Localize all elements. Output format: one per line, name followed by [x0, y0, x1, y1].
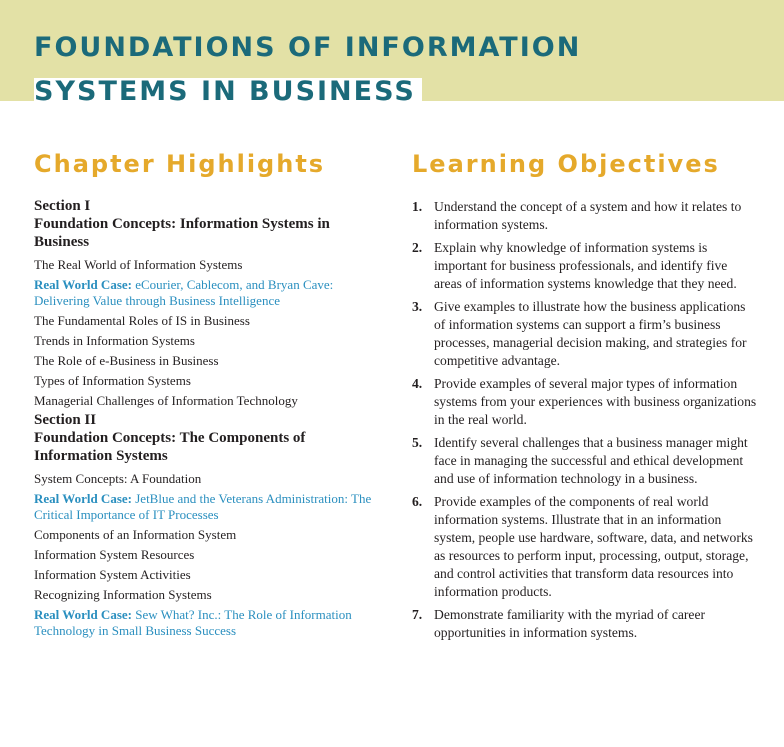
- highlight-item: The Role of e-Business in Business: [34, 353, 219, 368]
- objective-number: 2.: [412, 240, 423, 255]
- objective-text: Provide examples of the components of real world information systems. Illustrate that in an information system, people use hardware, software, data, and networks as resources to perform input, processing, output, storage, and control activities that transform data resources into information products.: [434, 494, 753, 599]
- real-world-case-text: Sew What? Inc.: The Role of Information Technology in Small Business Success: [34, 607, 352, 638]
- objective-number: 1.: [412, 199, 423, 214]
- real-world-case-text: JetBlue and the Veterans Administration: The Critical Importance of IT Processes: [34, 491, 372, 522]
- highlight-item: Components of an Information System: [34, 527, 237, 542]
- objective-item: [412, 239, 757, 293]
- learning-objectives-heading: Learning Objectives: [412, 150, 720, 178]
- highlight-item: The Real World of Information Systems: [34, 257, 243, 272]
- objective-number: 6.: [412, 494, 423, 509]
- objective-text: Understand the concept of a system and how it relates to information systems.: [434, 199, 742, 232]
- highlight-item: Trends in Information Systems: [34, 333, 195, 348]
- section-2-label: Section II: [34, 412, 97, 428]
- highlight-item: Information System Activities: [34, 567, 191, 582]
- highlight-item: Managerial Challenges of Information Technology: [34, 393, 298, 408]
- objective-text: Explain why knowledge of information systems is important for business professionals, and identify five areas of information systems knowledge that they need.: [434, 240, 737, 291]
- real-world-case-label: Real World Case:: [34, 491, 132, 506]
- highlight-item: Recognizing Information Systems: [34, 587, 212, 602]
- real-world-case-item: [34, 607, 374, 639]
- objective-item: [412, 298, 757, 370]
- objective-item: [412, 606, 757, 642]
- objective-number: 3.: [412, 299, 423, 314]
- section-1-label: Section I: [34, 198, 91, 214]
- highlight-item: Types of Information Systems: [34, 373, 191, 388]
- objective-text: Identify several challenges that a business manager might face in managing the successful and ethical development and use of information technology in a business.: [434, 435, 748, 486]
- objective-item: [412, 375, 757, 429]
- highlight-item: System Concepts: A Foundation: [34, 471, 202, 486]
- real-world-case-text: eCourier, Cablecom, and Bryan Cave: Delivering Value through Business Intelligence: [34, 277, 334, 308]
- section-1-title: Foundation Concepts: Information Systems in Business: [34, 216, 330, 250]
- chapter-highlights-column: [34, 197, 374, 643]
- objective-number: 4.: [412, 376, 423, 391]
- real-world-case-label: Real World Case:: [34, 607, 132, 622]
- objective-number: 5.: [412, 435, 423, 450]
- objective-item: [412, 198, 757, 234]
- chapter-title-line-1: FOUNDATIONS OF INFORMATION: [34, 32, 582, 63]
- objective-item: [412, 493, 757, 601]
- objective-number: 7.: [412, 607, 423, 622]
- real-world-case-label: Real World Case:: [34, 277, 132, 292]
- objective-item: [412, 434, 757, 488]
- learning-objectives-list: [412, 198, 757, 647]
- objective-text: Demonstrate familiarity with the myriad of career opportunities in information systems.: [434, 607, 706, 640]
- real-world-case-item: [34, 277, 374, 309]
- objective-text: Give examples to illustrate how the business applications of information systems can support a firm’s business processes, managerial decision making, and strategies for competitive advantage.: [434, 299, 747, 368]
- section-2-title: Foundation Concepts: The Components of Information Systems: [34, 430, 306, 464]
- highlight-item: Information System Resources: [34, 547, 195, 562]
- highlight-item: The Fundamental Roles of IS in Business: [34, 313, 250, 328]
- chapter-highlights-heading: Chapter Highlights: [34, 150, 326, 178]
- chapter-title-line-2: SYSTEMS IN BUSINESS: [34, 78, 422, 105]
- objective-text: Provide examples of several major types of information systems from your experiences with business organizations in the real world.: [434, 376, 757, 427]
- real-world-case-item: [34, 491, 374, 523]
